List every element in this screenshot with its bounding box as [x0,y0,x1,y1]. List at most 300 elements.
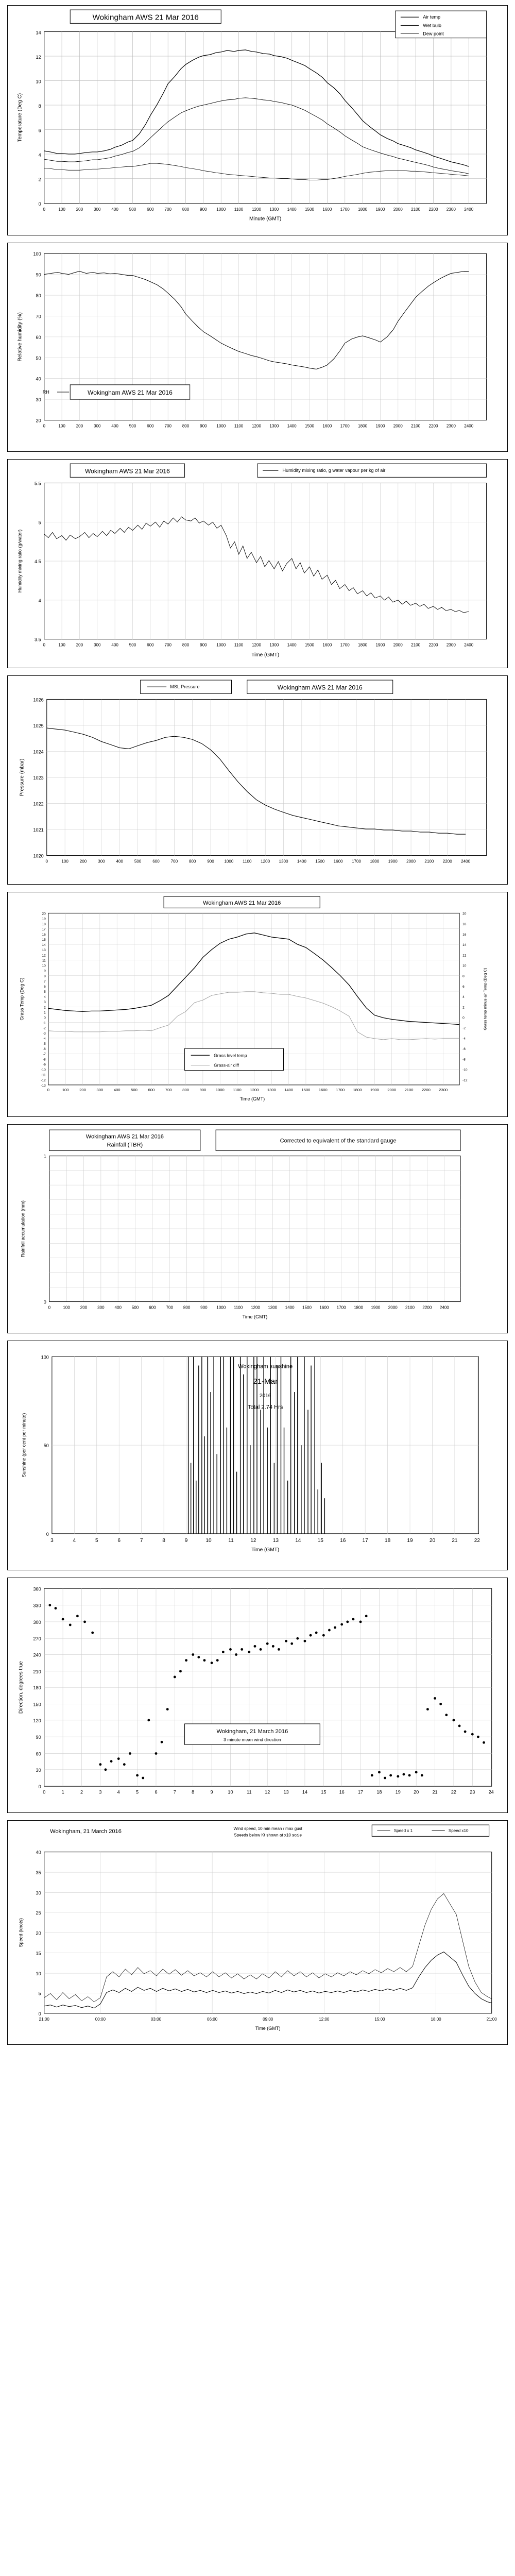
svg-text:100: 100 [61,859,68,864]
svg-text:600: 600 [152,859,160,864]
svg-text:6: 6 [462,985,465,989]
legend [141,680,232,693]
svg-text:1: 1 [43,1154,46,1159]
svg-text:16: 16 [339,1789,345,1795]
svg-text:2400: 2400 [464,207,474,212]
legend-item-0: Speed x 1 [393,1828,413,1834]
svg-text:0: 0 [43,642,45,648]
svg-text:1100: 1100 [234,642,244,648]
svg-text:-6: -6 [42,1047,46,1052]
svg-text:1100: 1100 [233,1305,243,1310]
svg-text:4: 4 [44,995,46,999]
svg-text:5: 5 [38,520,41,526]
svg-text:20: 20 [36,418,41,423]
svg-text:2200: 2200 [428,207,438,212]
svg-text:15: 15 [42,938,46,942]
svg-text:-3: -3 [42,1031,46,1036]
svg-text:12: 12 [265,1789,270,1795]
svg-text:60: 60 [36,334,41,340]
svg-text:3: 3 [99,1789,102,1795]
svg-text:1300: 1300 [279,859,288,864]
svg-text:2000: 2000 [406,859,416,864]
svg-text:5: 5 [136,1789,139,1795]
svg-text:0: 0 [44,1016,46,1020]
svg-text:1200: 1200 [250,1305,260,1310]
temperature-svg [8,6,507,235]
svg-text:1800: 1800 [358,423,368,429]
chart-panel-rainfall [7,1124,508,1333]
svg-text:14: 14 [295,1537,301,1544]
svg-text:600: 600 [149,1305,156,1310]
note-line-2: Speeds below Kt shown at x10 scale [234,1833,302,1838]
chart-title: Wokingham AWS 21 Mar 2016 [85,1133,164,1140]
legend-item-0: Air temp [423,14,441,20]
svg-text:50: 50 [43,1443,49,1448]
svg-text:2200: 2200 [442,859,452,864]
svg-text:-12: -12 [462,1078,468,1082]
svg-text:12: 12 [42,954,46,958]
chart-title-box [70,464,184,477]
svg-text:700: 700 [164,207,171,212]
svg-text:17: 17 [358,1789,364,1795]
legend-item-0: RH [42,389,49,395]
svg-text:40: 40 [36,376,41,382]
svg-text:2100: 2100 [405,1305,415,1310]
svg-text:6: 6 [154,1789,158,1795]
chart-panel-humidity [7,243,508,452]
svg-text:0: 0 [46,1531,49,1537]
svg-text:60: 60 [36,1751,41,1757]
svg-text:12: 12 [462,954,467,958]
svg-text:900: 900 [199,1088,207,1093]
svg-text:1024: 1024 [33,749,44,755]
svg-text:1700: 1700 [351,859,361,864]
svg-text:7: 7 [44,979,46,984]
svg-text:2: 2 [80,1789,83,1795]
svg-text:1700: 1700 [336,1305,346,1310]
svg-text:1600: 1600 [322,642,332,648]
svg-text:-10: -10 [462,1068,468,1072]
svg-text:9: 9 [44,969,46,973]
svg-text:1900: 1900 [375,642,385,648]
svg-text:0: 0 [43,207,45,212]
svg-text:2: 2 [38,177,41,182]
rainfall-svg [8,1125,507,1333]
svg-text:1400: 1400 [287,423,297,429]
legend-item-0: Grass level temp [214,1053,247,1058]
svg-text:600: 600 [148,1088,155,1093]
chart-year: 2016 [259,1393,271,1399]
svg-text:4: 4 [117,1789,120,1795]
svg-text:06:00: 06:00 [207,2016,218,2022]
svg-text:1: 1 [44,1011,46,1015]
svg-text:1700: 1700 [340,207,350,212]
svg-text:5: 5 [95,1537,98,1544]
svg-text:400: 400 [113,1088,121,1093]
svg-text:900: 900 [200,207,207,212]
svg-text:2200: 2200 [421,1088,431,1093]
svg-text:100: 100 [41,1354,49,1360]
svg-text:9: 9 [184,1537,188,1544]
legend-item-1: Wet bulb [423,23,441,28]
legend-item-0: Humidity mixing ratio, g water vapour per kg of air [282,467,386,473]
svg-text:1800: 1800 [353,1088,362,1093]
svg-text:-11: -11 [41,1073,46,1077]
svg-text:1000: 1000 [215,1088,225,1093]
svg-text:600: 600 [147,423,154,429]
svg-text:300: 300 [94,207,101,212]
sunshine-svg [8,1341,507,1570]
svg-text:20: 20 [36,1930,41,1936]
svg-text:1800: 1800 [358,207,368,212]
svg-text:4.5: 4.5 [35,558,41,564]
svg-text:100: 100 [62,1088,69,1093]
svg-text:400: 400 [114,1305,122,1310]
chart-title-box [70,10,221,23]
wind-speed-plot [8,1821,507,2044]
svg-text:1026: 1026 [33,697,44,703]
svg-text:2000: 2000 [388,1305,398,1310]
svg-text:0: 0 [43,1299,46,1305]
svg-text:1000: 1000 [216,423,226,429]
legend-item-2: Dew point [423,31,444,37]
svg-text:100: 100 [58,207,65,212]
svg-text:18: 18 [384,1537,391,1544]
svg-text:16: 16 [340,1537,346,1544]
grass-temp-svg [8,892,507,1116]
chart-title: Wokingham, 21 March 2016 [216,1728,288,1735]
svg-text:100: 100 [58,642,65,648]
svg-text:300: 300 [94,423,101,429]
svg-text:19: 19 [395,1789,401,1795]
note-line-1: Wind speed, 10 min mean / max gust [233,1826,302,1832]
svg-text:1025: 1025 [33,723,44,728]
mixing-ratio-svg [8,460,507,668]
svg-text:4: 4 [462,995,465,999]
svg-text:12: 12 [250,1537,256,1544]
svg-text:19: 19 [407,1537,413,1544]
svg-text:900: 900 [207,859,214,864]
svg-text:700: 700 [164,423,171,429]
svg-text:3: 3 [50,1537,54,1544]
svg-text:300: 300 [33,1620,41,1625]
chart-panel-pressure [7,675,508,885]
svg-text:1000: 1000 [216,1305,226,1310]
legend-item-1: Grass-air diff [214,1062,239,1068]
svg-text:14: 14 [42,943,46,947]
svg-text:800: 800 [182,642,190,648]
svg-text:7: 7 [173,1789,176,1795]
svg-text:2200: 2200 [428,642,438,648]
chart-panel-mixing-ratio [7,459,508,668]
svg-text:200: 200 [76,642,83,648]
svg-text:270: 270 [33,1636,41,1642]
svg-text:400: 400 [111,207,118,212]
svg-text:1500: 1500 [305,207,315,212]
svg-text:500: 500 [131,1305,139,1310]
svg-text:2400: 2400 [461,859,471,864]
svg-text:11: 11 [228,1537,234,1544]
svg-text:2100: 2100 [411,423,421,429]
svg-text:10: 10 [36,79,41,84]
svg-text:2100: 2100 [411,207,421,212]
svg-text:-4: -4 [42,1037,46,1041]
svg-text:700: 700 [166,1305,173,1310]
x-axis-label: Time (GMT) [255,2026,281,2031]
chart-title: Wokingham AWS 21 Mar 2016 [84,467,170,475]
svg-text:400: 400 [111,642,118,648]
svg-text:150: 150 [33,1702,41,1707]
svg-text:11: 11 [247,1789,252,1795]
svg-text:1200: 1200 [251,642,261,648]
svg-text:1200: 1200 [250,1088,259,1093]
svg-text:9: 9 [210,1789,213,1795]
y-axis-label: Grass Temp (Deg C) [19,977,25,1021]
svg-text:500: 500 [131,1088,138,1093]
svg-text:3.5: 3.5 [35,637,41,642]
svg-text:1800: 1800 [354,1305,364,1310]
svg-text:5.5: 5.5 [35,481,41,486]
svg-text:700: 700 [164,642,171,648]
svg-text:23: 23 [470,1789,475,1795]
svg-text:1300: 1300 [269,207,279,212]
svg-text:0: 0 [45,859,48,864]
legend-item-0: MSL Pressure [170,684,200,690]
svg-text:13: 13 [272,1537,279,1544]
svg-text:0: 0 [43,423,45,429]
svg-text:-2: -2 [42,1026,46,1030]
chart-subtitle: Rainfall (TBR) [107,1141,143,1148]
x-axis-label: Time (GMT) [251,1547,280,1553]
svg-text:3: 3 [44,1001,46,1005]
svg-text:13: 13 [42,948,46,953]
chart-subtitle: 21-Mar [253,1377,278,1386]
chart-title-text: Wokingham, 21 March 2016 [50,1828,122,1835]
svg-text:1300: 1300 [267,1088,276,1093]
chart-subtitle: 3 minute mean wind direction [224,1737,281,1742]
svg-text:400: 400 [111,423,118,429]
svg-text:800: 800 [183,1305,191,1310]
chart-title: Wokingham AWS 21 Mar 2016 [277,684,363,691]
svg-text:24: 24 [488,1789,494,1795]
svg-text:1021: 1021 [33,827,44,833]
svg-text:2400: 2400 [464,642,474,648]
svg-text:1700: 1700 [340,642,350,648]
svg-text:70: 70 [36,314,41,319]
svg-text:10: 10 [228,1789,233,1795]
svg-text:21:00: 21:00 [486,2016,497,2022]
svg-text:1200: 1200 [261,859,270,864]
svg-text:1400: 1400 [285,1305,295,1310]
svg-text:1500: 1500 [302,1305,312,1310]
svg-text:2100: 2100 [404,1088,414,1093]
svg-text:500: 500 [129,207,136,212]
svg-text:10: 10 [462,964,467,968]
svg-text:0: 0 [48,1305,51,1310]
svg-text:900: 900 [200,642,207,648]
svg-text:2400: 2400 [439,1305,449,1310]
svg-text:700: 700 [165,1088,172,1093]
svg-text:100: 100 [58,423,65,429]
svg-text:1400: 1400 [284,1088,294,1093]
svg-text:500: 500 [129,642,136,648]
svg-text:21: 21 [452,1537,458,1544]
svg-text:200: 200 [79,1088,86,1093]
svg-text:120: 120 [33,1718,41,1724]
svg-text:-5: -5 [42,1042,46,1046]
svg-text:03:00: 03:00 [150,2016,162,2022]
svg-text:0: 0 [38,201,41,207]
svg-text:1022: 1022 [33,801,44,807]
svg-text:80: 80 [36,293,41,298]
svg-text:500: 500 [134,859,142,864]
svg-text:1020: 1020 [33,853,44,859]
svg-text:10: 10 [205,1537,212,1544]
svg-text:100: 100 [33,251,41,257]
chart-title: Wokingham AWS 21 Mar 2016 [92,13,199,22]
svg-text:1400: 1400 [297,859,306,864]
svg-text:1300: 1300 [269,642,279,648]
y-axis-label: Rainfall accumulation (mm) [20,1200,26,1257]
svg-text:-7: -7 [42,1053,46,1057]
chart-title-box [164,896,320,908]
svg-text:1700: 1700 [340,423,350,429]
svg-text:2000: 2000 [393,642,403,648]
svg-text:20: 20 [462,912,467,916]
svg-text:14: 14 [462,943,467,947]
svg-text:7: 7 [140,1537,143,1544]
svg-text:-4: -4 [462,1037,466,1041]
svg-text:600: 600 [147,207,154,212]
legend [396,11,487,38]
note-box [216,1130,460,1150]
svg-text:1300: 1300 [269,423,279,429]
chart-title: Wokingham AWS 21 Mar 2016 [203,900,281,907]
svg-text:-1: -1 [42,1021,46,1025]
chart-title-box [247,680,393,693]
wind-direction-plot [8,1578,507,1812]
svg-text:330: 330 [33,1603,41,1608]
svg-text:16: 16 [462,933,467,937]
svg-text:19: 19 [42,917,46,921]
svg-text:18: 18 [462,922,467,926]
svg-text:2100: 2100 [424,859,434,864]
chart-title: Wokingham AWS 21 Mar 2016 [87,388,173,396]
y-axis-label: Speed (knots) [18,1918,24,1947]
svg-text:200: 200 [76,423,83,429]
chart-panel-wind-speed [7,1820,508,2045]
wind-direction-svg [8,1578,507,1812]
svg-text:17: 17 [362,1537,368,1544]
svg-text:-6: -6 [462,1047,466,1052]
svg-text:4: 4 [38,152,41,158]
svg-text:18: 18 [42,922,46,926]
svg-text:1900: 1900 [375,207,385,212]
svg-text:4: 4 [38,598,41,603]
grass-temp-plot [8,892,507,1116]
svg-text:16: 16 [42,933,46,937]
svg-text:2300: 2300 [446,642,456,648]
svg-text:100: 100 [63,1305,70,1310]
svg-text:20: 20 [42,912,46,916]
svg-text:20: 20 [414,1789,419,1795]
y-axis-label: Sunshine (per cent per minute) [21,1413,27,1478]
svg-text:1200: 1200 [251,423,261,429]
svg-text:800: 800 [188,859,196,864]
legend [185,1048,284,1070]
svg-text:500: 500 [129,423,136,429]
svg-text:50: 50 [36,355,41,361]
y-axis-label: Humidity mixing ratio (g/water) [17,529,23,593]
svg-text:0: 0 [38,2011,41,2016]
svg-text:2200: 2200 [428,423,438,429]
x-axis-label: Minute (GMT) [249,216,282,222]
svg-text:800: 800 [182,1088,189,1093]
svg-text:15: 15 [36,1951,41,1956]
svg-text:1900: 1900 [388,859,398,864]
chart-title: Wokingham sunshine [238,1363,293,1370]
svg-text:210: 210 [33,1669,41,1675]
chart-title-box [49,1130,200,1150]
x-axis-label: Time (GMT) [239,1096,265,1102]
svg-text:1200: 1200 [251,207,261,212]
svg-text:15: 15 [321,1789,327,1795]
svg-text:1800: 1800 [358,642,368,648]
svg-text:300: 300 [97,1305,105,1310]
svg-text:1100: 1100 [243,859,252,864]
svg-text:21:00: 21:00 [39,2016,49,2022]
svg-text:200: 200 [76,207,83,212]
svg-text:90: 90 [36,1735,41,1740]
svg-text:10: 10 [36,1971,41,1977]
legend [372,1825,489,1836]
svg-text:2000: 2000 [387,1088,397,1093]
svg-text:300: 300 [94,642,101,648]
svg-text:25: 25 [36,1910,41,1916]
svg-text:12: 12 [36,55,41,60]
x-axis-label: Time (GMT) [251,652,280,658]
svg-text:0: 0 [462,1016,465,1020]
chart-panel-sunshine [7,1341,508,1571]
svg-text:2100: 2100 [411,642,421,648]
svg-text:-13: -13 [41,1083,46,1088]
y-axis-label: Temperature (Deg C) [17,93,23,142]
svg-text:10: 10 [42,964,46,968]
y-axis-label: Pressure (mbar) [19,758,25,796]
svg-text:2300: 2300 [446,207,456,212]
svg-text:1000: 1000 [216,642,226,648]
svg-text:6: 6 [38,128,41,133]
svg-text:1000: 1000 [216,207,226,212]
svg-text:17: 17 [42,927,46,931]
svg-text:-2: -2 [462,1026,466,1030]
pressure-plot [8,676,507,884]
chart-title-box [185,1724,320,1744]
svg-text:1600: 1600 [322,207,332,212]
svg-text:1100: 1100 [234,207,244,212]
svg-text:1100: 1100 [234,423,244,429]
legend-item-1: Speed x10 [448,1828,469,1834]
svg-text:800: 800 [182,423,190,429]
svg-text:-9: -9 [42,1063,46,1067]
svg-text:2300: 2300 [439,1088,448,1093]
y-axis-label: Direction, degrees true [18,1661,24,1714]
wind-speed-svg [8,1821,507,2044]
svg-text:22: 22 [451,1789,456,1795]
svg-text:240: 240 [33,1652,41,1658]
svg-text:400: 400 [116,859,123,864]
svg-text:1300: 1300 [268,1305,278,1310]
